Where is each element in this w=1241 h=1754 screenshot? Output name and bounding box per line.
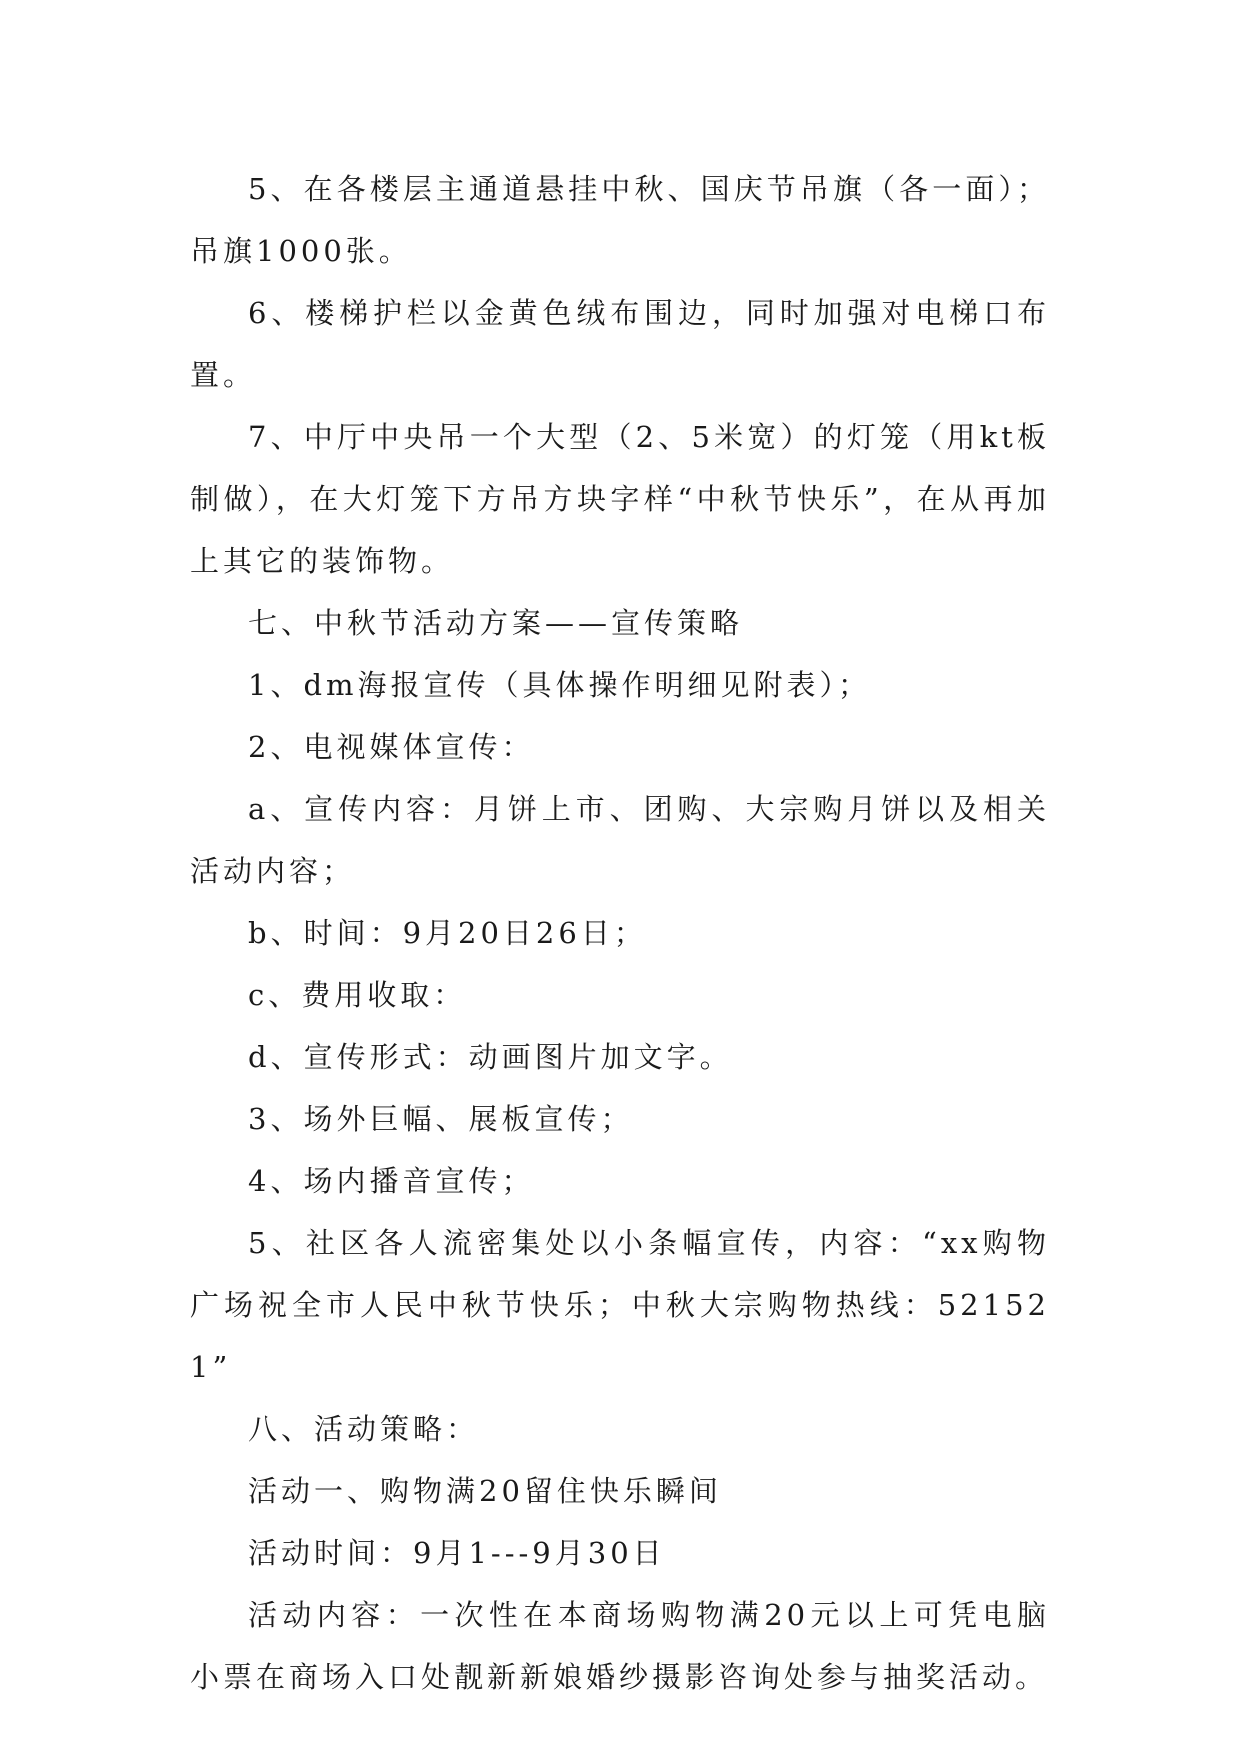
paragraph-tv-media: 2、电视媒体宣传： <box>248 730 535 764</box>
paragraph-dm-poster: 1、dm海报宣传（具体操作明细见附表）； <box>248 668 872 702</box>
paragraph-community-banner: 5、社区各人流密集处以小条幅宣传，内容：“xx购物广场祝全市人民中秋节快乐；中秋大宗购物热线：521521” <box>190 1226 1050 1384</box>
paragraph-activity-one: 活动一、购物满20留住快乐瞬间 <box>248 1474 722 1508</box>
paragraph-time: b、时间：9月20日26日； <box>248 916 647 950</box>
section-heading-publicity: 七、中秋节活动方案——宣传策略 <box>248 606 744 640</box>
paragraph-stair-rails: 6、楼梯护栏以金黄色绒布围边，同时加强对电梯口布置。 <box>190 296 1050 392</box>
section-heading-strategy: 八、活动策略： <box>248 1412 480 1446</box>
document-body <box>190 158 1050 1708</box>
paragraph-outdoor-banner: 3、场外巨幅、展板宣传； <box>248 1102 634 1136</box>
paragraph-publicity-content: a、宣传内容：月饼上市、团购、大宗购月饼以及相关活动内容； <box>190 792 1050 888</box>
paragraph-activity-content: 活动内容：一次性在本商场购物满20元以上可凭电脑小票在商场入口处靓新新娘婚纱摄影咨询处参与抽奖活动。 <box>190 1598 1050 1694</box>
paragraph-fee: c、费用收取： <box>248 978 467 1012</box>
paragraph-activity-time: 活动时间：9月1---9月30日 <box>248 1536 666 1570</box>
paragraph-lantern: 7、中厅中央吊一个大型（2、5米宽）的灯笼（用kt板制做），在大灯笼下方吊方块字样“中秋节快乐”，在从再加上其它的装饰物。 <box>190 420 1050 578</box>
paragraph-hang-flags: 5、在各楼层主通道悬挂中秋、国庆节吊旗（各一面）；吊旗1000张。 <box>190 172 1050 268</box>
paragraph-broadcast: 4、场内播音宣传； <box>248 1164 535 1198</box>
paragraph-publicity-form: d、宣传形式：动画图片加文字。 <box>248 1040 733 1074</box>
